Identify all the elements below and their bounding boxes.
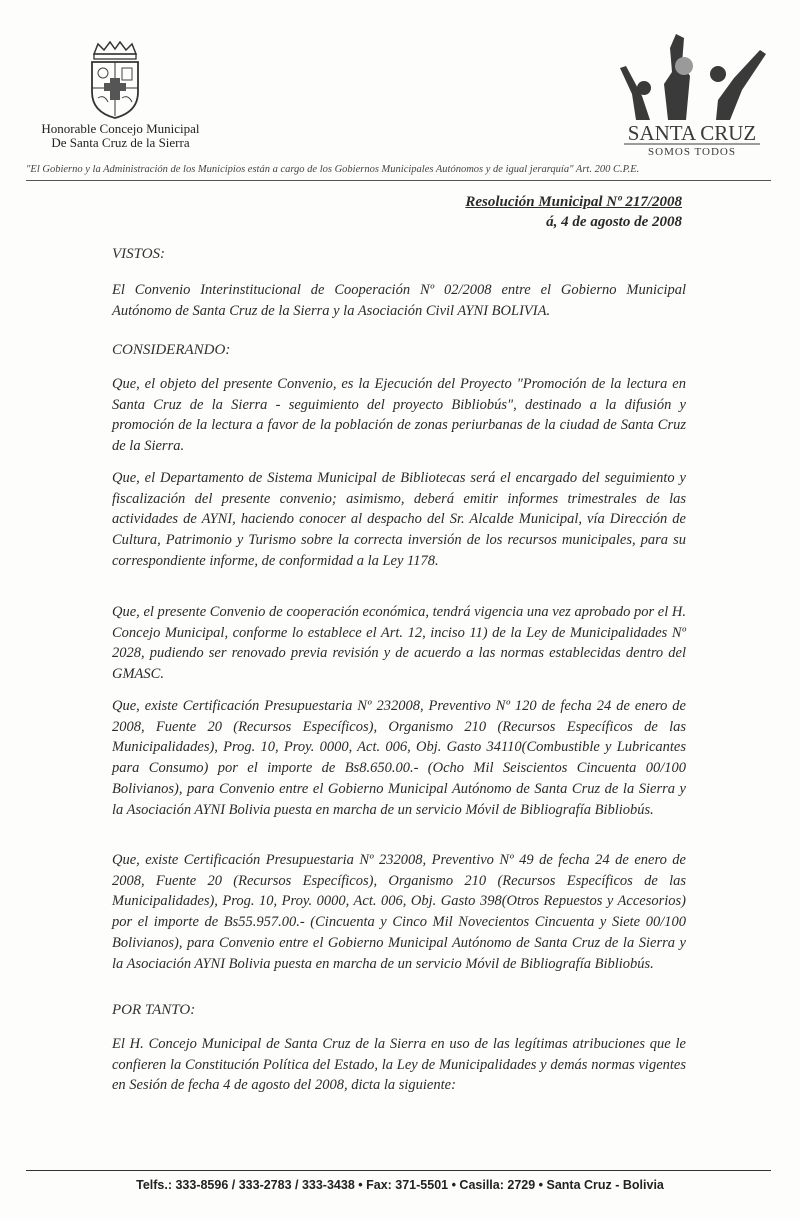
council-name [18,122,223,150]
considerando-paragraph-2: Que, el Departamento de Sistema Municipal de Bibliotecas será el encargado del seguimiento y fiscalización del presente convenio; asimismo, deberá emitir informes trimestrales de las actividades de AYNI, haciendo conocer al despacho del Sr. Alcalde Municipal, vía Dirección de Cultura, Patrimonio y Turismo sobre la correcta inversión de los recursos municipales, para su correspondiente informe, de conformidad a la Ley 1178. [112,470,686,569]
council-name-line1: Honorable Concejo Municipal [41,121,200,136]
coat-of-arms-icon [86,40,144,120]
considerando-paragraph-3: Que, el presente Convenio de cooperación económica, tendrá vigencia una vez aprobado por el H. Concejo Municipal, conforme lo establece el Art. 12, inciso 11) de la Ley de Municipalidades Nº 2028, pudiendo ser renovado previa revisión y de acuerdo a las normas establecidas dentro del GMASC. [112,604,686,683]
vistos-paragraph: El Convenio Interinstitucional de Cooperación Nº 02/2008 entre el Gobierno Municipal Autónomo de Santa Cruz de la Sierra y la Asociación Civil AYNI BOLIVIA. [112,282,686,319]
considerando-paragraph-5: Que, existe Certificación Presupuestaria Nº 232008, Preventivo Nº 49 de fecha 24 de enero de 2008, Fuente 20 (Recursos Específicos), Organismo 210 (Recursos Específicos de las Municipalidades), Prog. 10, Proy. 0000, Act. 006, Obj. Gasto 398(Otros Repuestos y Accesorios) por el importe de Bs55.957.00.- (Cincuenta y Cinco Mil Novecientos Cincuenta y Siete 00/100 Bolivianos), para Convenio entre el Gobierno Municipal Autónomo de Santa Cruz de la Sierra y la Asociación AYNI Bolivia puesta en marcha de un servicio Móvil de Bibliografía Bibliobús. [112,852,686,972]
resolution-date: á, 4 de agosto de 2008 [546,214,682,230]
header-divider [26,180,771,181]
considerando-paragraph-1: Que, el objeto del presente Convenio, es la Ejecución del Proyecto "Promoción de la lectura en Santa Cruz de la Sierra - seguimiento del proyecto Bibliobús", destinado a la difusión y promoción de la lectura a favor de la población de zonas periurbanas de la ciudad de Santa Cruz de la Sierra. [112,376,686,455]
santa-cruz-logo [612,28,772,158]
footer-divider [26,1170,771,1171]
footer-contact: Telfs.: 333-8596 / 333-2783 / 333-3438 • Fax: 371-5501 • Casilla: 2729 • Santa Cruz - Bolivia [136,1178,664,1192]
considerando-heading: CONSIDERANDO: [112,342,231,358]
por-tanto-heading: POR TANTO: [112,1002,196,1018]
logo-text-sub: SOMOS TODOS [648,146,736,158]
resolution-title: Resolución Municipal Nº 217/2008 [465,194,682,210]
vistos-heading: VISTOS: [112,246,166,262]
por-tanto-paragraph: El H. Concejo Municipal de Santa Cruz de la Sierra en uso de las legítimas atribuciones que le confieren la Constitución Política del Estado, la Ley de Municipalidades y demás normas vigentes en Sesión de fecha 4 de agosto del 2008, dicta la siguiente: [112,1036,686,1094]
logo-text-main: SANTA CRUZ [627,121,757,145]
considerando-paragraph-4: Que, existe Certificación Presupuestaria Nº 232008, Preventivo Nº 120 de fecha 24 de enero de 2008, Fuente 20 (Recursos Específicos), Organismo 210 (Recursos Específicos de las Municipalidades), Prog. 10, Proy. 0000, Act. 006, Obj. Gasto 34110(Combustible y Lubricantes para Consumo) por el importe de Bs8.650.00.- (Ocho Mil Seiscientos Cincuenta 00/100 Bolivianos), para Convenio entre el Gobierno Municipal Autónomo de Santa Cruz de la Sierra y la Asociación AYNI Bolivia puesta en marcha de un servicio Móvil de Bibliografía Bibliobús. [112,698,686,818]
council-name-line2: De Santa Cruz de la Sierra [51,135,190,150]
constitutional-quote: "El Gobierno y la Administración de los Municipios están a cargo de los Gobiernos Municipales Autónomos y de igual jerarquía" Art. 200 C.P.E. [26,164,640,175]
